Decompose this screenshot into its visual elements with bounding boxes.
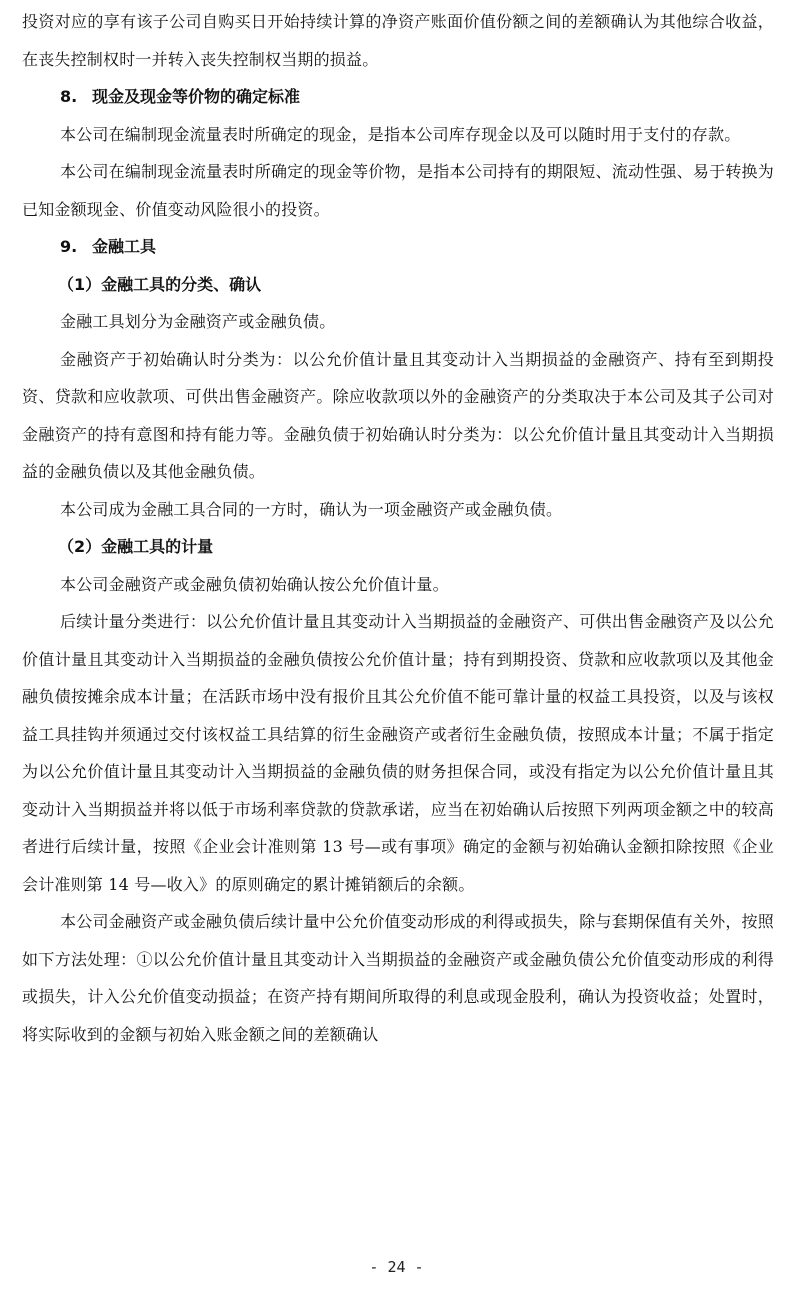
paragraph-initial-measurement: 本公司金融资产或金融负债初始确认按公允价值计量。 [60,574,449,594]
section-heading-cash-equivalents [22,78,774,116]
subsection-heading-classification: （1）金融工具的分类、确认 [58,274,262,294]
section-title: 现金及现金等价物的确定标准 [92,87,301,106]
paragraph-cash-equivalents-definition: 本公司在编制现金流量表时所确定的现金等价物，是指本公司持有的期限短、流动性强、易于转换为已知金额现金、价值变动风险很小的投资。 [22,162,774,219]
section-title: 金融工具 [92,237,157,256]
section-number: 9. [60,237,78,256]
paragraph-continued: 投资对应的享有该子公司自购买日开始持续计算的净资产账面价值份额之间的差额确认为其他综合收益，在丧失控制权时一并转入丧失控制权当期的损益。 [22,12,774,69]
page-number: - 24 - [369,1258,424,1276]
section-number: 8. [60,87,78,106]
paragraph-subsequent-measurement: 后续计量分类进行：以公允价值计量且其变动计入当期损益的金融资产、可供出售金融资产及以公允价值计量且其变动计入当期损益的金融负债按公允价值计量；持有到期投资、贷款和应收款项以及其他金融负债按摊余成本计量；在活跃市场中没有报价且其公允价值不能可靠计量的权益工具投资，以及与该权益工具挂钩并须通过交付该权益工具结算的衍生金融资产或者衍生金融负债，按照成本计量；不属于指定为以公允价值计量且其变动计入当期损益的金融负债的财务担保合同，或没有指定为以公允价值计量且其变动计入当期损益并将以低于市场利率贷款的贷款承诺，应当在初始确认后按照下列两项金额之中的较高者进行后续计量，按照《企业会计准则第 13 号—或有事项》确定的金额与初始确认金额扣除按照《企业会计准则第 14 号—收入》的原则确定的累计摊销额后的余额。 [22,612,774,894]
page-body [22,3,774,1053]
paragraph-cash-definition: 本公司在编制现金流量表时所确定的现金，是指本公司库存现金以及可以随时用于支付的存款。 [60,124,741,144]
paragraph-instrument-division: 金融工具划分为金融资产或金融负债。 [60,312,336,331]
section-heading-financial-instruments [22,228,774,266]
paragraph-fair-value-changes: 本公司金融资产或金融负债后续计量中公允价值变动形成的利得或损失，除与套期保值有关外，按照如下方法处理：①以公允价值计量且其变动计入当期损益的金融资产或金融负债公允价值变动形成的利得或损失，计入公允价值变动损益；在资产持有期间所取得的利息或现金股利，确认为投资收益；处置时，将实际收到的金额与初始入账金额之间的差额确认 [22,912,774,1044]
paragraph-recognition: 本公司成为金融工具合同的一方时，确认为一项金融资产或金融负债。 [60,499,563,519]
paragraph-asset-classification: 金融资产于初始确认时分类为：以公允价值计量且其变动计入当期损益的金融资产、持有至到期投资、贷款和应收款项、可供出售金融资产。除应收款项以外的金融资产的分类取决于本公司及其子公司对金融资产的持有意图和持有能力等。金融负债于初始确认时分类为：以公允价值计量且其变动计入当期损益的金融负债以及其他金融负债。 [22,349,774,481]
subsection-heading-measurement: （2）金融工具的计量 [58,537,214,556]
